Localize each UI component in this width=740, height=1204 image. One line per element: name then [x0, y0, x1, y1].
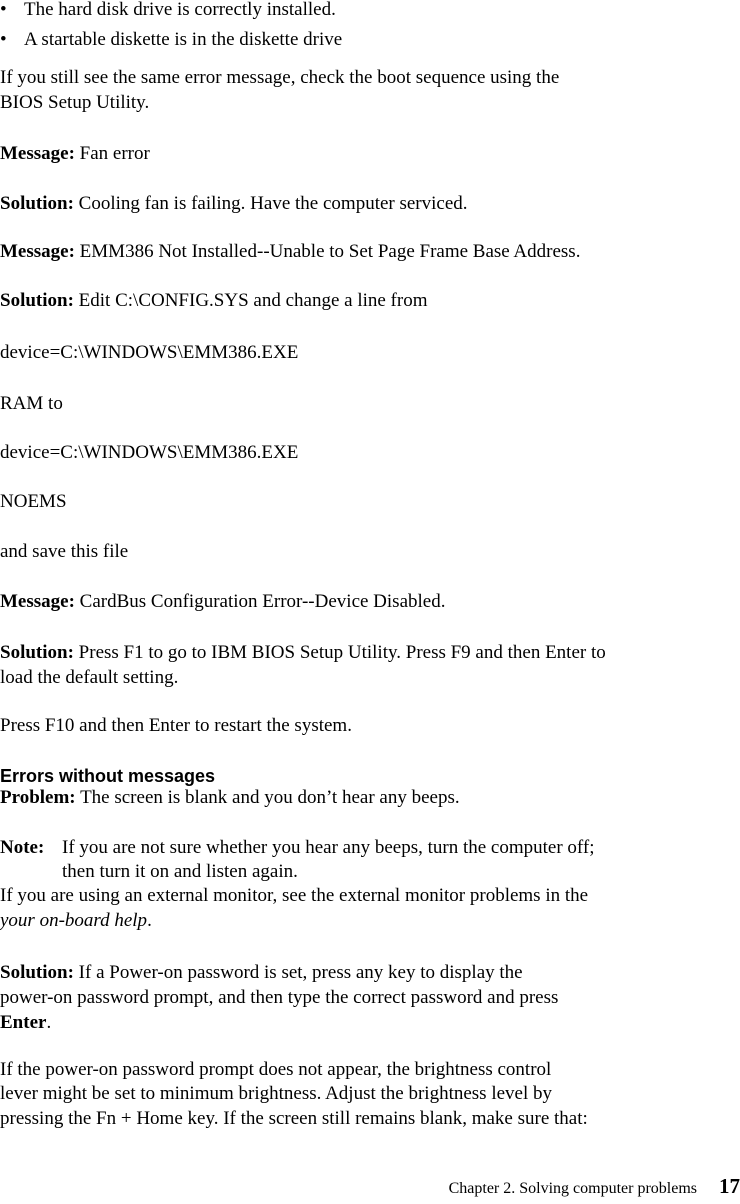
paragraph-line: lever might be set to minimum brightness. Adjust the brightness level by: [0, 1083, 552, 1104]
message-label: Message:: [0, 241, 75, 262]
solution-text: Press F1 to go to IBM BIOS Setup Utility. Press F9 and then Enter to: [78, 642, 606, 663]
solution-text: Cooling fan is failing. Have the computer serviced.: [78, 193, 468, 214]
note-label: Note:: [0, 837, 45, 858]
solution-label: Solution:: [0, 962, 74, 983]
paragraph-line: If you still see the same error message, check the boot sequence using the: [0, 67, 560, 88]
cardbus-message: [0, 590, 445, 614]
bullet-symbol: •: [0, 0, 7, 20]
config-line: device=C:\WINDOWS\EMM386.EXE: [0, 342, 299, 363]
note: [0, 836, 595, 860]
enter-key: Enter: [0, 1012, 47, 1033]
solution-text: Edit C:\CONFIG.SYS and change a line from: [78, 290, 428, 311]
solution-label: Solution:: [0, 193, 74, 214]
help-reference: your on-board help: [0, 910, 148, 931]
emm-message: [0, 240, 580, 264]
period: .: [46, 1012, 52, 1033]
bullet-symbol: •: [0, 29, 7, 50]
message-label: Message:: [0, 143, 75, 164]
note-text: then turn it on and listen again.: [62, 861, 298, 882]
paragraph-line: [0, 1011, 51, 1035]
paragraph-line: If you are using an external monitor, see the external monitor problems in the: [0, 885, 589, 906]
paragraph-line: If the power-on password prompt does not appear, the brightness control: [0, 1059, 552, 1080]
solution-text: If a Power-on password is set, press any key to display the: [78, 962, 523, 983]
paragraph-line: pressing the Fn + Home key. If the screen still remains blank, make sure that:: [0, 1108, 588, 1129]
message-text: CardBus Configuration Error--Device Disabled.: [79, 591, 446, 612]
message-text: Fan error: [79, 143, 150, 164]
paragraph-line: BIOS Setup Utility.: [0, 92, 150, 113]
emm-solution: [0, 289, 428, 313]
fan-solution: [0, 192, 468, 216]
fan-message: [0, 142, 150, 166]
problem-label: Problem:: [0, 787, 76, 808]
page-footer: [449, 1174, 740, 1199]
period: .: [147, 910, 152, 931]
problem-text: The screen is blank and you don’t hear any beeps.: [80, 787, 460, 808]
paragraph-line: load the default setting.: [0, 667, 179, 688]
chapter-title: Chapter 2. Solving computer problems: [448, 1180, 697, 1197]
message-label: Message:: [0, 591, 75, 612]
message-text: EMM386 Not Installed--Unable to Set Page Frame Base Address.: [79, 241, 581, 262]
config-line: and save this file: [0, 541, 129, 562]
solution-label: Solution:: [0, 642, 74, 663]
config-line: device=C:\WINDOWS\EMM386.EXE: [0, 442, 299, 463]
paragraph-line: Press F10 and then Enter to restart the system.: [0, 715, 352, 736]
solution-label: Solution:: [0, 290, 74, 311]
page-number: 17: [719, 1174, 740, 1198]
blank-problem: [0, 786, 460, 810]
paragraph-line: power-on password prompt, and then type the correct password and press: [0, 987, 559, 1008]
config-line: RAM to: [0, 393, 63, 414]
config-line: NOEMS: [0, 491, 67, 512]
paragraph-line: [0, 909, 152, 933]
cardbus-solution: [0, 641, 606, 665]
bullet-text: The hard disk drive is correctly installed.: [24, 0, 336, 20]
bullet-text: A startable diskette is in the diskette drive: [24, 29, 343, 50]
note-text: If you are not sure whether you hear any beeps, turn the computer off;: [62, 837, 595, 858]
blank-solution: [0, 961, 523, 985]
section-heading: Errors without messages: [0, 766, 216, 786]
